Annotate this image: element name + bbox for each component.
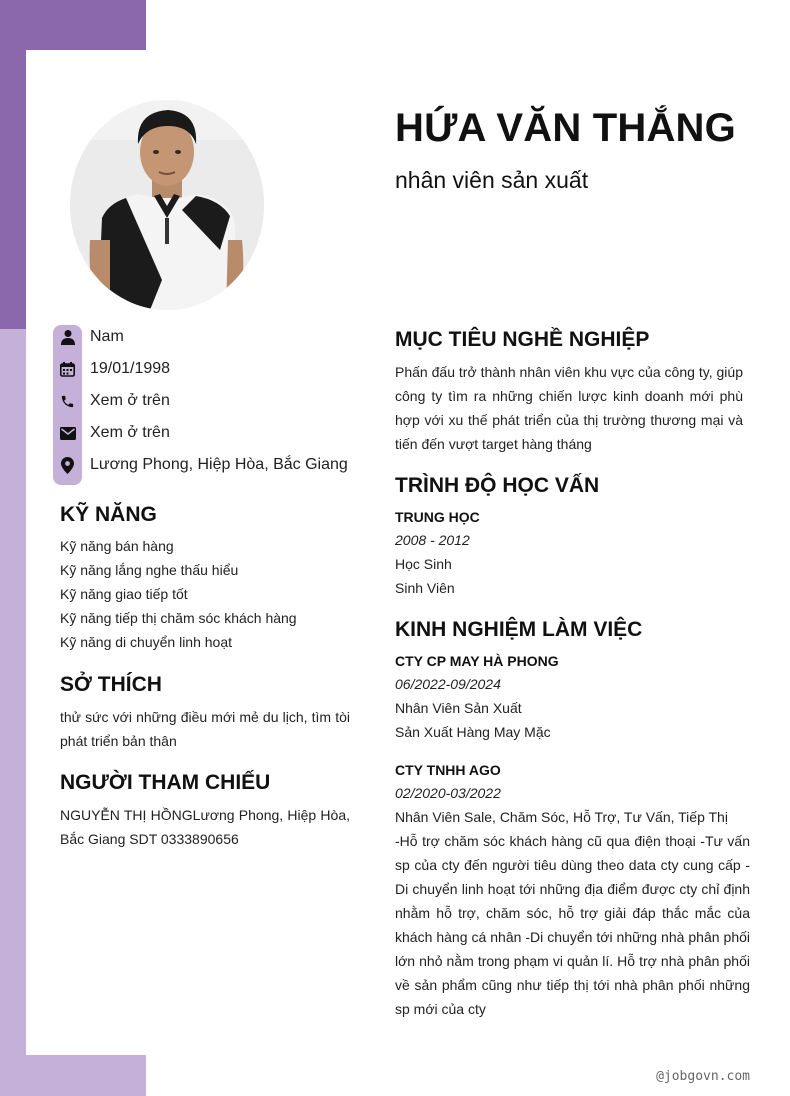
job-position: Nhân Viên Sản Xuất bbox=[395, 700, 522, 716]
contact-birthdate-text: 19/01/1998 bbox=[90, 360, 171, 377]
job-company: CTY CP MAY HÀ PHONG bbox=[395, 653, 559, 669]
contact-address-text: Lương Phong, Hiệp Hòa, Bắc Giang bbox=[90, 456, 348, 473]
experience-title: KINH NGHIỆM LÀM VIỆC bbox=[395, 618, 643, 641]
decor-band-bottom bbox=[26, 1055, 146, 1096]
skill-item: Kỹ năng tiếp thị chăm sóc khách hàng bbox=[60, 610, 297, 626]
phone-icon bbox=[53, 394, 82, 409]
job-description: -Hỗ trợ chăm sóc khách hàng cũ qua điện thoại -Tư vấn sp của cty đến người tiêu dùng theo data cty cung cấp -Di chuyển linh hoạt tới những địa điểm được cty chỉ định nhằm hỗ trợ, chăm sóc, hỗ trợ giải đáp thắc mắc của khách hàng cá nhân -Di chuyển tới những nhà phân phối lớn nhỏ nằm trong phạm vi quản lí. Hỗ trợ nhà phân phối về sản phẩm cũng như tiếp thị tới nhà phân phối những sp mới của cty bbox=[395, 833, 750, 1017]
references-text: NGUYỄN THỊ HỒNGLương Phong, Hiệp Hòa, Bắc Giang SDT 0333890656 bbox=[60, 807, 350, 847]
contact-birthdate bbox=[53, 356, 170, 382]
contact-phone-text: Xem ở trên bbox=[90, 392, 170, 409]
job-period: 02/2020-03/2022 bbox=[395, 785, 501, 801]
calendar-icon bbox=[53, 362, 82, 377]
mail-icon bbox=[53, 427, 82, 440]
skill-item: Kỹ năng di chuyển linh hoạt bbox=[60, 634, 233, 650]
hobbies-title: SỞ THÍCH bbox=[60, 673, 162, 696]
contact-address bbox=[53, 452, 348, 478]
footer-watermark: @jobgovn.com bbox=[656, 1069, 750, 1084]
skill-item: Kỹ năng lắng nghe thấu hiểu bbox=[60, 562, 239, 578]
contact-phone bbox=[53, 388, 170, 414]
objective-title: MỤC TIÊU NGHỀ NGHIỆP bbox=[395, 328, 650, 351]
education-period: 2008 - 2012 bbox=[395, 532, 470, 548]
education-school: TRUNG HỌC bbox=[395, 509, 480, 525]
skill-item: Kỹ năng giao tiếp tốt bbox=[60, 586, 188, 602]
decor-band-top bbox=[0, 0, 146, 50]
job-company: CTY TNHH AGO bbox=[395, 762, 501, 778]
contact-gender bbox=[53, 324, 124, 350]
contact-email bbox=[53, 420, 170, 446]
references-title: NGƯỜI THAM CHIẾU bbox=[60, 771, 271, 794]
skill-item: Kỹ năng bán hàng bbox=[60, 538, 174, 554]
job-title: nhân viên sản xuất bbox=[395, 167, 589, 193]
skills-title: KỸ NĂNG bbox=[60, 503, 157, 526]
decor-band-left-light bbox=[0, 329, 26, 1096]
decor-band-left-dark bbox=[0, 50, 26, 329]
job-description: Sản Xuất Hàng May Mặc bbox=[395, 724, 551, 740]
hobbies-text: thử sức với những điều mới mẻ du lịch, tìm tòi phát triển bản thân bbox=[60, 709, 350, 749]
education-title: TRÌNH ĐỘ HỌC VẤN bbox=[395, 474, 600, 497]
candidate-name: HỨA VĂN THẮNG bbox=[395, 106, 736, 150]
job-position: Nhân Viên Sale, Chăm Sóc, Hỗ Trợ, Tư Vấn, Tiếp Thị bbox=[395, 809, 728, 825]
job-period: 06/2022-09/2024 bbox=[395, 676, 501, 692]
education-line: Sinh Viên bbox=[395, 580, 455, 596]
objective-text: Phấn đấu trở thành nhân viên khu vực của công ty, giúp công ty tìm ra những chiến lược kinh doanh mới phù hợp với xu thế phát triển của thị trường thương mại và tiến đến vượt target hàng tháng bbox=[395, 364, 743, 452]
contact-gender-text: Nam bbox=[90, 328, 124, 345]
person-icon bbox=[53, 329, 82, 345]
location-pin-icon bbox=[53, 457, 82, 474]
education-line: Học Sinh bbox=[395, 556, 452, 572]
contact-email-text: Xem ở trên bbox=[90, 424, 170, 441]
profile-photo bbox=[70, 100, 264, 310]
